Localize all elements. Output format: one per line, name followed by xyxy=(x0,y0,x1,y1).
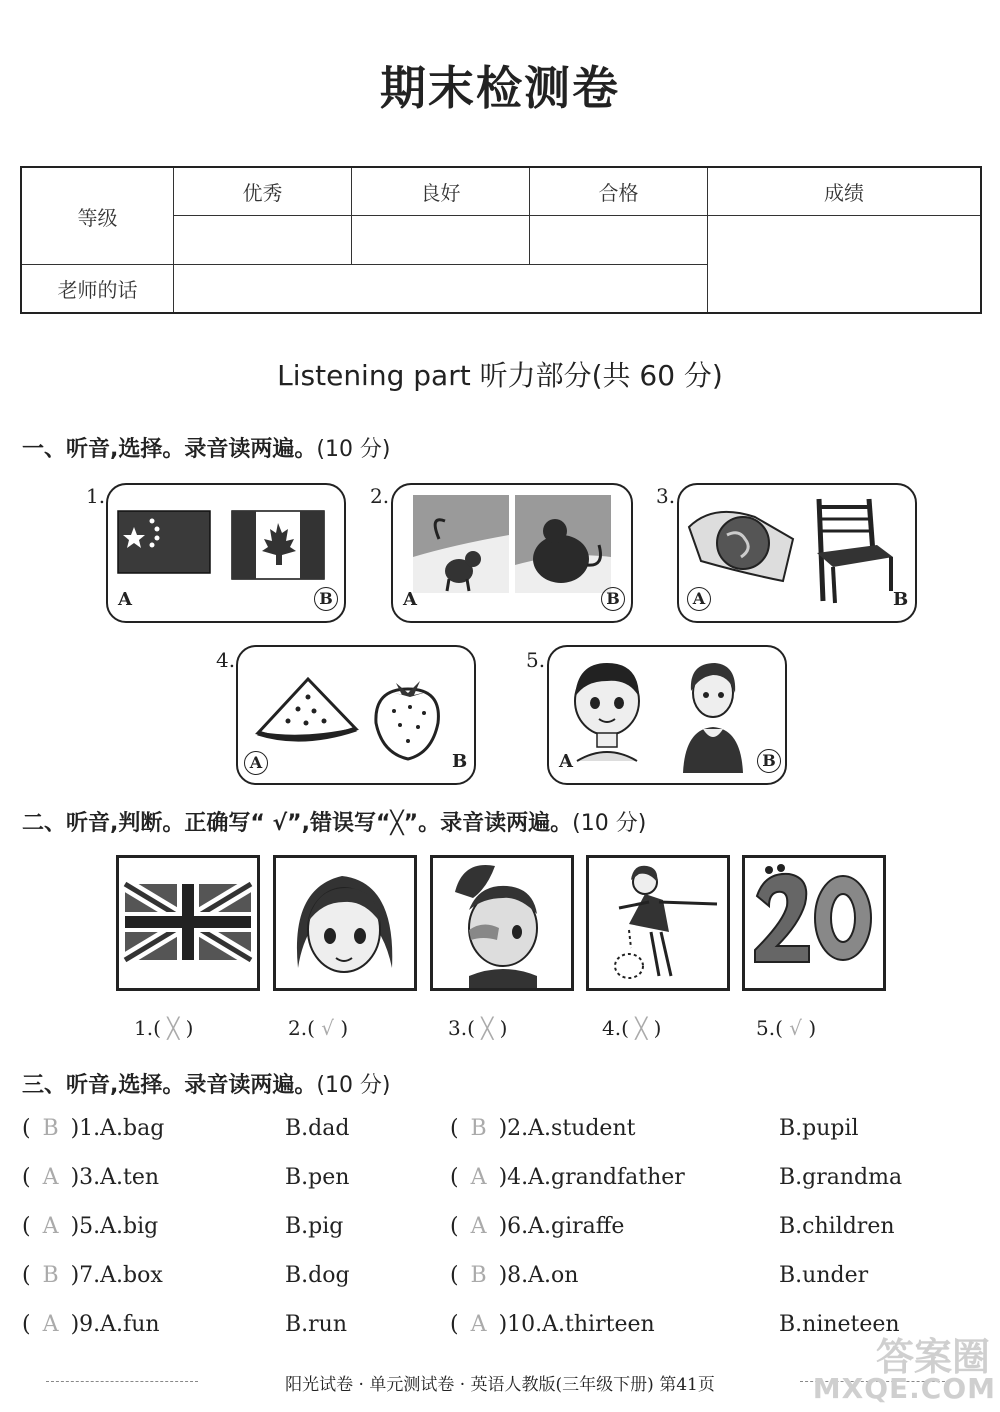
s3-option-a: )5.A.big xyxy=(70,1214,159,1239)
watermark-line2: MXQE.COM xyxy=(812,1372,996,1405)
s1-q2-label-b[interactable]: B xyxy=(601,587,625,611)
watermark-line1: 答案圈 xyxy=(875,1335,990,1379)
s2-answer-4[interactable]: 4.( ╳ ) xyxy=(602,1016,662,1040)
s3-item-6[interactable]: ( A )6.A.giraffe xyxy=(450,1214,625,1239)
s1-q2-label-a: A xyxy=(403,589,417,610)
s1-q1-box xyxy=(106,483,346,623)
s3-item-2[interactable]: ( B )2.A.student xyxy=(450,1116,636,1141)
page-title: 期末检测卷 xyxy=(380,61,620,115)
s2-pic-2 xyxy=(273,855,417,991)
s1-q4-label-a[interactable]: A xyxy=(244,751,268,775)
s3-answer: B xyxy=(42,1263,59,1288)
s3-answer: B xyxy=(470,1263,487,1288)
score-cell[interactable] xyxy=(708,216,981,313)
s1-q2-box xyxy=(391,483,633,623)
s2-answer-3-num: 3. xyxy=(448,1016,468,1040)
section3-title-text: 三、听音,选择。录音读两遍。 xyxy=(22,1073,317,1098)
s2-answer-2-mark: √ xyxy=(321,1016,335,1040)
girl-eye-icon xyxy=(433,858,571,988)
s2-answer-5-mark: √ xyxy=(789,1016,803,1040)
canada-flag-icon xyxy=(230,507,328,581)
s2-answer-1-mark: ╳ xyxy=(167,1016,180,1040)
section1-title-text: 一、听音,选择。录音读两遍。 xyxy=(22,437,317,462)
s1-q4-number: 4. xyxy=(216,648,236,672)
s3-option-a: )4.A.grandfather xyxy=(498,1165,685,1190)
girl-bending-icon xyxy=(589,858,727,988)
s3-item-5[interactable]: ( A )5.A.big xyxy=(22,1214,159,1239)
watermelon-icon xyxy=(252,675,362,751)
s3-option-a: )10.A.thirteen xyxy=(498,1312,655,1337)
s2-answer-5[interactable]: 5.( √ ) xyxy=(756,1016,817,1040)
s1-q1-label-a: A xyxy=(118,589,132,610)
s3-option-a: )9.A.fun xyxy=(70,1312,160,1337)
grade-excellent-cell[interactable] xyxy=(174,216,352,265)
s2-answer-4-mark: ╳ xyxy=(635,1016,648,1040)
china-flag-icon xyxy=(116,507,214,577)
s2-pic-1 xyxy=(116,855,260,991)
s3-answer: A xyxy=(42,1165,59,1190)
s2-answer-3[interactable]: 3.( ╳ ) xyxy=(448,1016,508,1040)
s3-option-b: B.run xyxy=(285,1312,348,1337)
section2-points: (10 分) xyxy=(572,811,647,836)
section1-title xyxy=(22,432,391,463)
s3-item-1[interactable]: ( B )1.A.bag xyxy=(22,1116,165,1141)
s3-option-b: B.nineteen xyxy=(779,1312,900,1337)
s1-q3-label-a[interactable]: A xyxy=(687,587,711,611)
number-20-icon xyxy=(745,858,883,988)
grade-table xyxy=(21,167,981,313)
s1-q5-label-a: A xyxy=(559,751,573,772)
listening-part-title: Listening part 听力部分(共 60 分) xyxy=(277,359,723,392)
s1-q1-number: 1. xyxy=(86,484,106,508)
woman-icon xyxy=(673,657,753,773)
grade-excellent: 优秀 xyxy=(174,168,352,216)
s3-answer: A xyxy=(470,1312,487,1337)
s1-q1-label-b[interactable]: B xyxy=(314,587,338,611)
monkey-back-icon xyxy=(515,495,611,593)
s3-answer: B xyxy=(42,1116,59,1141)
grade-good: 良好 xyxy=(352,168,530,216)
section2-title xyxy=(22,806,646,837)
s1-q3-box xyxy=(677,483,917,623)
s2-answer-2[interactable]: 2.( √ ) xyxy=(288,1016,349,1040)
s2-answer-row xyxy=(0,1016,1000,1046)
monkey-icon xyxy=(413,495,509,593)
s1-q4-box xyxy=(236,645,476,785)
s3-item-9[interactable]: ( A )9.A.fun xyxy=(22,1312,160,1337)
s2-answer-1-num: 1. xyxy=(134,1016,154,1040)
s1-q5-box xyxy=(547,645,787,785)
grade-pass-cell[interactable] xyxy=(530,216,708,265)
s3-option-a: )3.A.ten xyxy=(70,1165,160,1190)
section1-points: (10 分) xyxy=(316,437,391,462)
s1-q3-number: 3. xyxy=(656,484,676,508)
s3-option-b: B.dad xyxy=(285,1116,350,1141)
strawberry-icon xyxy=(370,667,446,763)
footer-text: 阳光试卷 · 单元测试卷 · 英语人教版(三年级下册) 第41页 xyxy=(285,1375,715,1395)
map-icon xyxy=(683,499,799,589)
s1-q5-number: 5. xyxy=(526,648,546,672)
uk-flag-icon xyxy=(119,858,257,988)
teacher-comment-label: 老师的话 xyxy=(22,265,174,313)
boy-face-icon xyxy=(563,657,653,763)
chair-icon xyxy=(807,495,897,605)
section3-points: (10 分) xyxy=(316,1073,391,1098)
s1-q3-label-b: B xyxy=(893,589,909,610)
s3-option-a: )7.A.box xyxy=(70,1263,163,1288)
s3-option-a: )2.A.student xyxy=(498,1116,636,1141)
s3-option-b: B.pig xyxy=(285,1214,344,1239)
watermark-logo xyxy=(800,1322,1000,1412)
s2-pic-4 xyxy=(586,855,730,991)
s3-item-3[interactable]: ( A )3.A.ten xyxy=(22,1165,160,1190)
s3-answer: A xyxy=(42,1312,59,1337)
s3-option-b: B.pupil xyxy=(779,1116,859,1141)
score-label: 成绩 xyxy=(708,168,981,216)
grade-pass: 合格 xyxy=(530,168,708,216)
teacher-comment-cell[interactable] xyxy=(174,265,708,313)
s2-pic-5 xyxy=(742,855,886,991)
s2-answer-2-num: 2. xyxy=(288,1016,308,1040)
s3-answer: A xyxy=(42,1214,59,1239)
s3-item-10[interactable]: ( A )10.A.thirteen xyxy=(450,1312,655,1337)
s2-answer-3-mark: ╳ xyxy=(481,1016,494,1040)
s3-option-a: )8.A.on xyxy=(498,1263,579,1288)
grade-label: 等级 xyxy=(22,168,174,265)
grade-good-cell[interactable] xyxy=(352,216,530,265)
s2-pic-3 xyxy=(430,855,574,991)
s3-option-a: )6.A.giraffe xyxy=(498,1214,625,1239)
s1-q4-label-b: B xyxy=(452,751,468,772)
s2-answer-4-num: 4. xyxy=(602,1016,622,1040)
s3-option-a: )1.A.bag xyxy=(70,1116,165,1141)
s3-option-b: B.dog xyxy=(285,1263,350,1288)
s3-answer: A xyxy=(470,1214,487,1239)
s1-q5-label-b[interactable]: B xyxy=(757,749,781,773)
s3-option-b: B.pen xyxy=(285,1165,350,1190)
s3-answer: B xyxy=(470,1116,487,1141)
section3-title xyxy=(22,1068,391,1099)
s2-answer-5-num: 5. xyxy=(756,1016,776,1040)
girl-face-icon xyxy=(276,858,414,988)
s3-item-7[interactable]: ( B )7.A.box xyxy=(22,1263,163,1288)
s3-answer: A xyxy=(470,1165,487,1190)
s1-q2-number: 2. xyxy=(370,484,390,508)
s3-option-b: B.grandma xyxy=(779,1165,903,1190)
s2-answer-1[interactable]: 1.( ╳ ) xyxy=(134,1016,194,1040)
s3-option-b: B.children xyxy=(779,1214,895,1239)
section2-title-text: 二、听音,判断。正确写“ √”,错误写“╳”。录音读两遍。 xyxy=(22,811,573,836)
s3-item-8[interactable]: ( B )8.A.on xyxy=(450,1263,579,1288)
s3-item-4[interactable]: ( A )4.A.grandfather xyxy=(450,1165,685,1190)
s3-option-b: B.under xyxy=(779,1263,869,1288)
